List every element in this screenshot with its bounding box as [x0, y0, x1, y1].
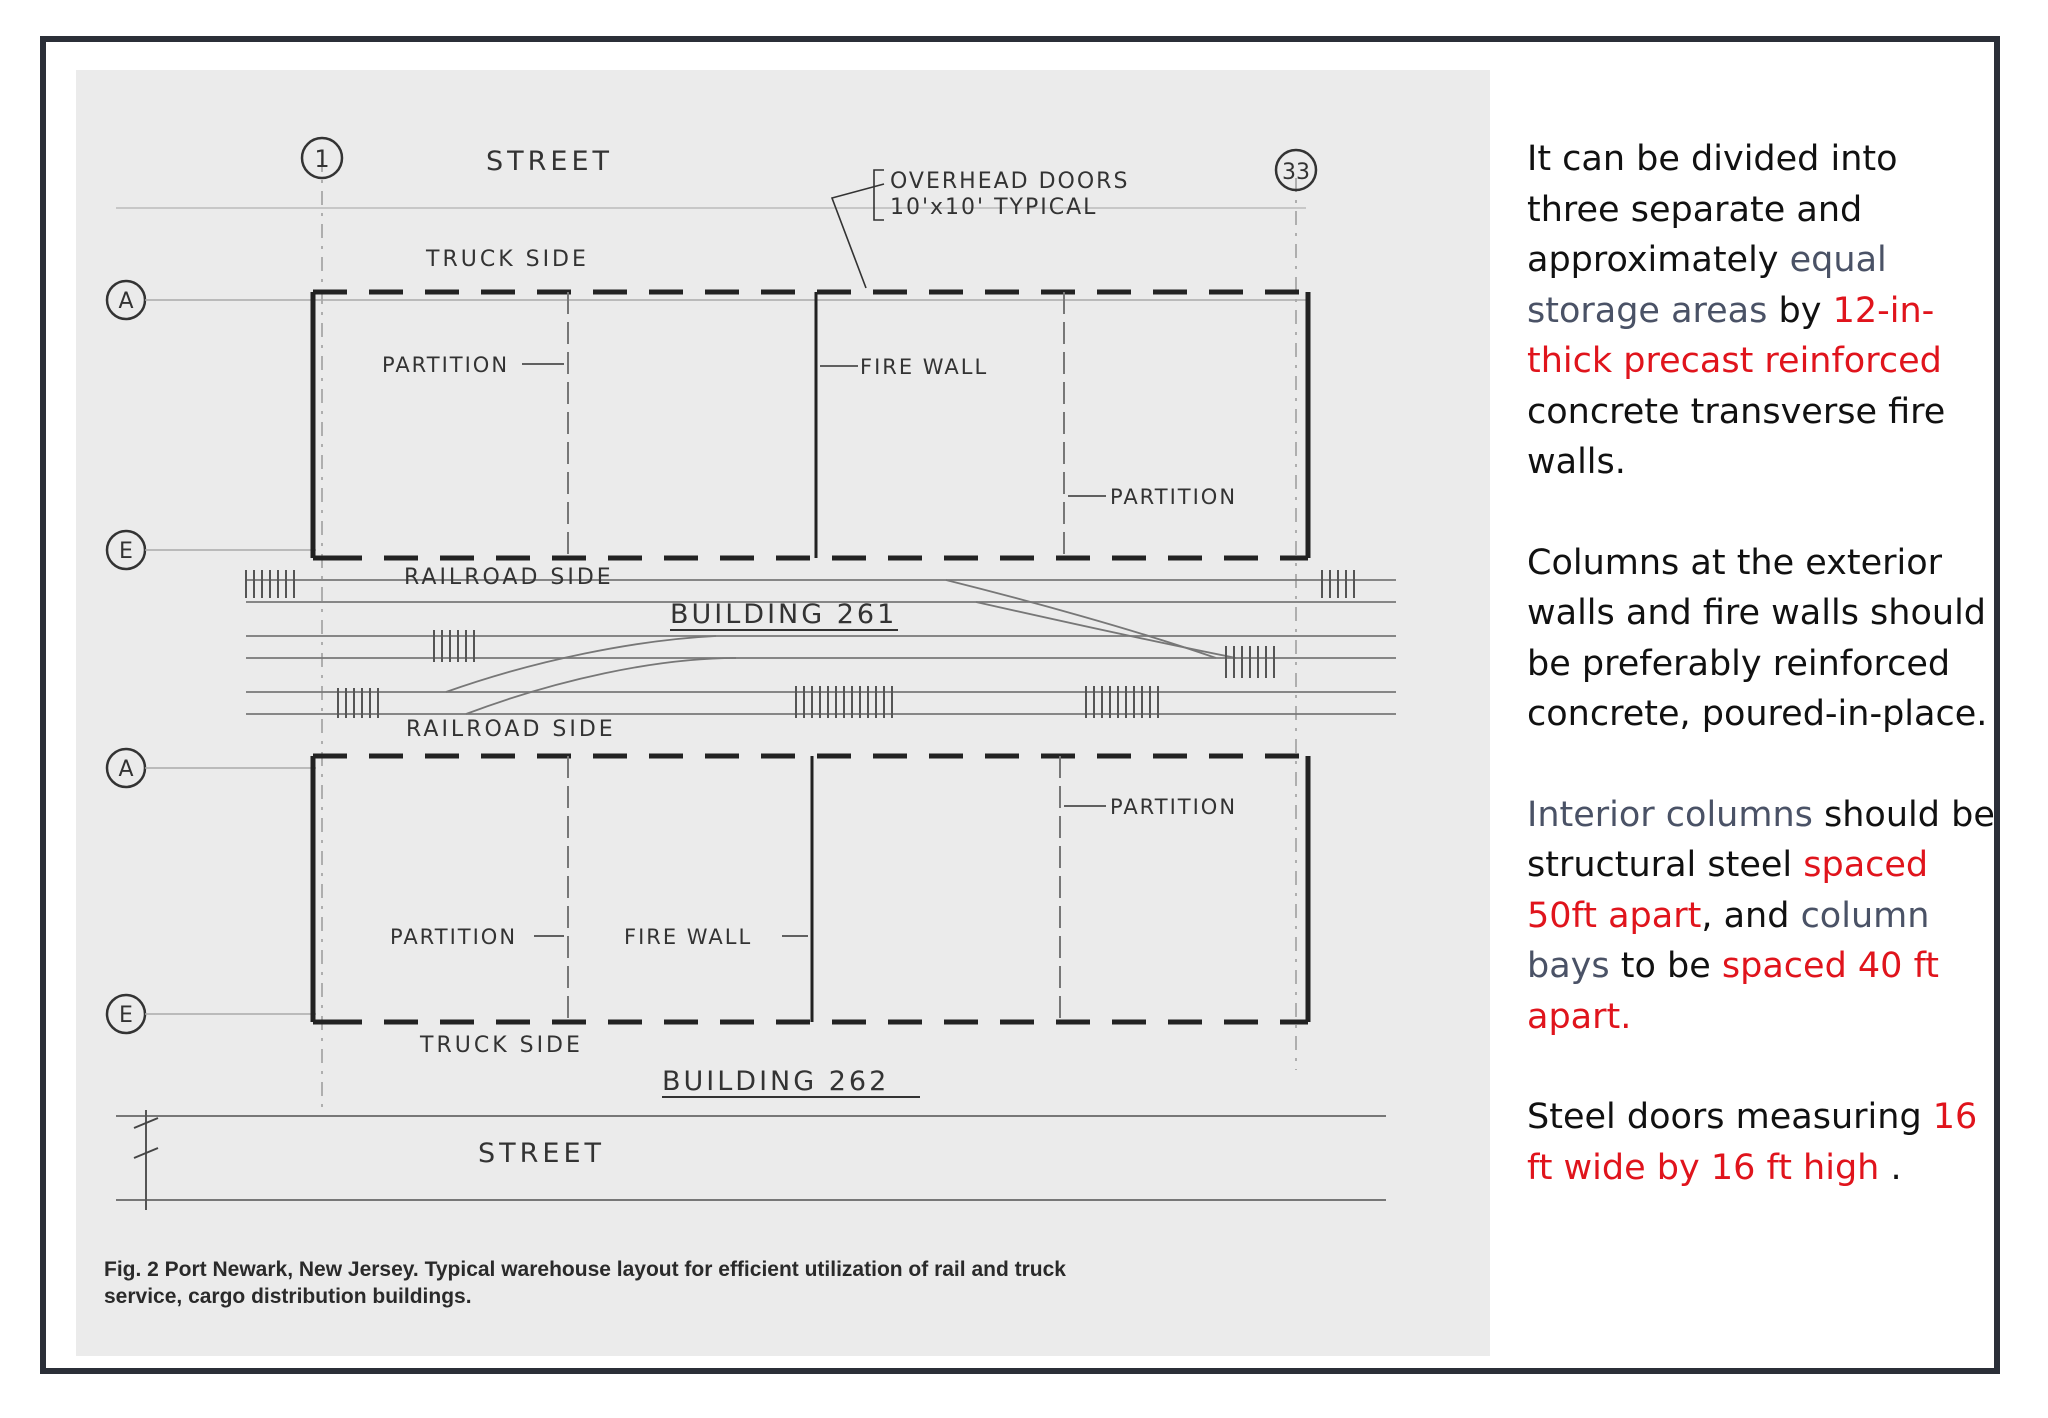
note-highlight: 12-in-thick precast reinforced	[1527, 290, 1942, 381]
street-label-top: STREET	[486, 146, 614, 177]
truck-side-label-top: TRUCK SIDE	[426, 247, 589, 272]
figure-caption-line2: service, cargo distribution buildings.	[104, 1285, 472, 1308]
partition-label-262-left: PARTITION	[390, 925, 518, 949]
note-text: by	[1767, 290, 1833, 331]
street-label-bottom: STREET	[478, 1138, 606, 1169]
note-text: to be	[1609, 946, 1722, 986]
overhead-doors-note-line1: OVERHEAD DOORS	[890, 169, 1130, 194]
fire-wall-label-261: FIRE WALL	[860, 355, 989, 379]
partition-label-262-right: PARTITION	[1110, 795, 1238, 819]
note-text: concrete transverse fire walls.	[1527, 391, 1946, 482]
figure-caption	[104, 1256, 1464, 1310]
building-261-label: BUILDING 261	[670, 599, 898, 630]
note-highlight: spaced 40 ft apart.	[1527, 946, 1939, 1037]
fire-wall-label-262: FIRE WALL	[624, 925, 753, 949]
rail-ties	[246, 570, 1354, 718]
railroad-side-label-bottom: RAILROAD SIDE	[406, 717, 616, 742]
note-steel-doors	[1527, 1092, 1997, 1193]
note-text: should be structural steel	[1527, 794, 1995, 885]
partition-label-261-left: PARTITION	[382, 353, 510, 377]
warehouse-plan-drawing	[76, 70, 1490, 1356]
building-262-label: BUILDING 262	[662, 1066, 890, 1097]
grid-label-row-a-bottom: A	[118, 757, 134, 782]
grid-label-row-a-top: A	[118, 289, 134, 314]
note-columns	[1527, 538, 1997, 740]
grid-label-col-33: 33	[1282, 160, 1310, 185]
truck-side-label-bottom: TRUCK SIDE	[420, 1033, 583, 1058]
grid-label-row-e-top: E	[119, 539, 133, 564]
note-highlight: Interior columns	[1527, 794, 1813, 835]
partition-label-261-right: PARTITION	[1110, 485, 1238, 509]
grid-label-row-e-bottom: E	[119, 1003, 133, 1028]
note-text: .	[1879, 1147, 1902, 1188]
overhead-doors-note-line2: 10'x10' TYPICAL	[890, 195, 1098, 220]
note-highlight: spaced 50ft apart	[1527, 845, 1929, 936]
note-text: Columns at the exterior walls and fire walls should be preferably reinforced concrete, poured-in-place.	[1527, 542, 1988, 734]
note-text: Steel doors measuring	[1527, 1097, 1933, 1137]
warehouse-layout-figure	[76, 70, 1490, 1356]
note-highlight: column bays	[1527, 895, 1930, 986]
notes-panel	[1527, 134, 1997, 1243]
note-highlight: 16 ft wide by 16 ft high	[1527, 1097, 1978, 1188]
grid-label-col-1: 1	[314, 145, 330, 173]
building-261-outline	[313, 292, 1308, 558]
doors-note-bracket	[874, 170, 884, 220]
note-text: It can be divided into three separate and approximately	[1527, 139, 1898, 280]
note-text: , and	[1701, 895, 1801, 936]
note-interior-columns	[1527, 790, 1997, 1043]
note-fire-walls	[1527, 134, 1997, 488]
note-highlight: equal storage areas	[1527, 240, 1887, 331]
railroad-side-label-top: RAILROAD SIDE	[404, 565, 614, 590]
figure-caption-line1: Fig. 2 Port Newark, New Jersey. Typical warehouse layout for efficient utilization of rail and truck	[104, 1258, 1066, 1281]
